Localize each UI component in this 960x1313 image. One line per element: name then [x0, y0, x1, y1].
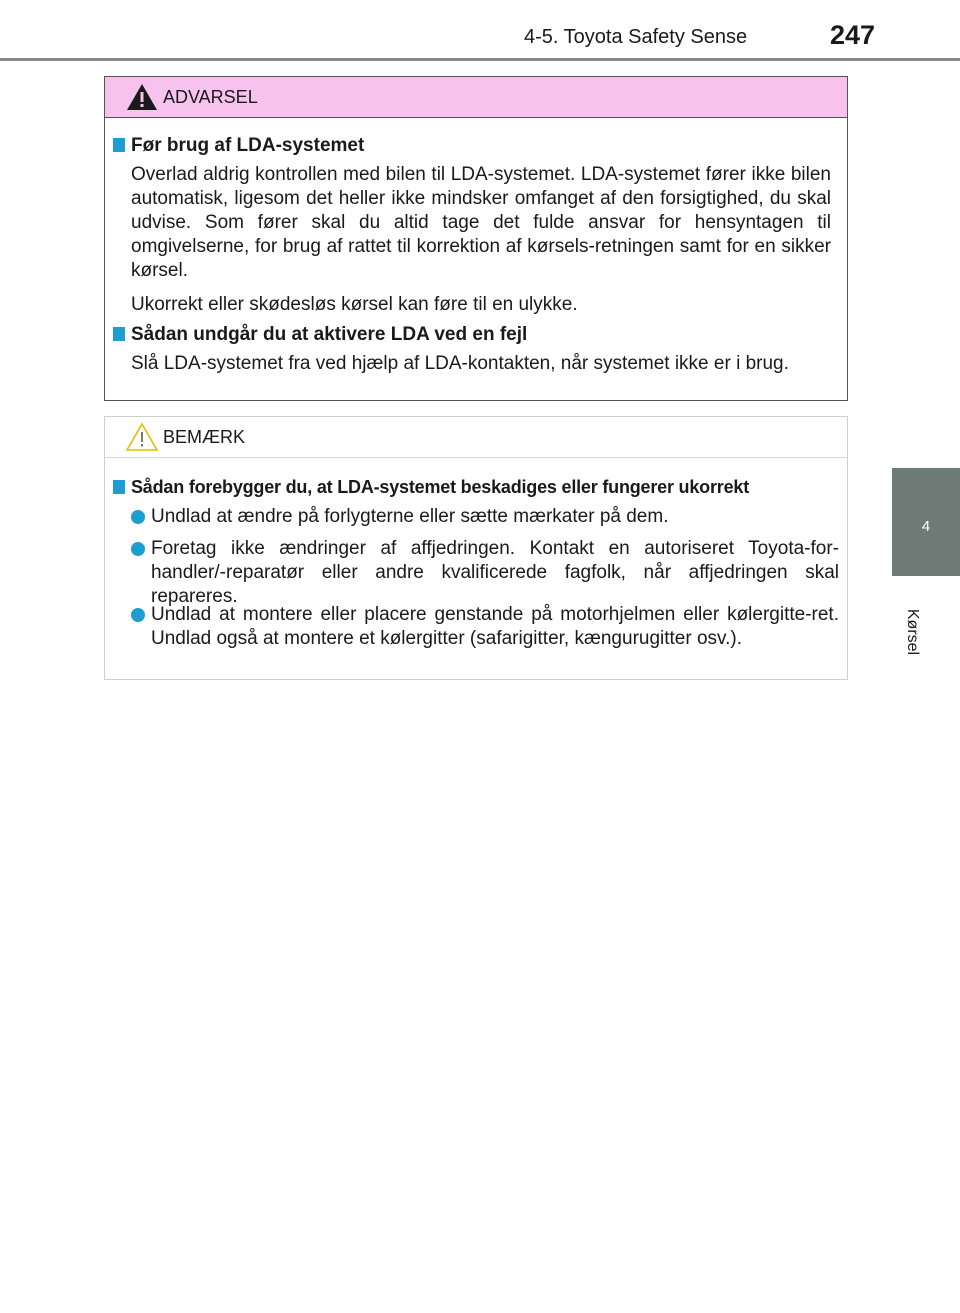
- section-title: 4-5. Toyota Safety Sense: [524, 26, 748, 48]
- square-bullet-icon: [113, 480, 125, 494]
- notice-label: BEMÆRK: [163, 427, 246, 447]
- notice-bullet: Foretag ikke ændringer af affjedringen. Kontakt en autoriseret Toyota-for-handler/-reparatør eller andre kvalificerede fagfolk, når affjedringen skal repareres.: [131, 537, 839, 609]
- warning-box: [104, 76, 848, 401]
- square-bullet-icon: [113, 138, 125, 152]
- round-bullet-icon: [131, 608, 145, 622]
- notice-bullet: Undlad at ændre på forlygterne eller sætte mærkater på dem.: [131, 505, 839, 529]
- warning-header: [105, 77, 847, 118]
- warning-triangle-icon: [125, 82, 159, 112]
- notice-header: [105, 417, 847, 458]
- header-rule: [0, 58, 960, 61]
- page-number: 247: [830, 20, 876, 50]
- warning-paragraph: Overlad aldrig kontrollen med bilen til LDA-systemet. LDA-systemet fører ikke bilen automatisk, ligesom det heller ikke mindsker omfanget af den forsigtighed, du skal udvise. Som fører skal du altid tage det fulde ansvar for hensyntagen til omgivelserne, for brug af rattet til korrektion af kørsels-retningen samt for en sikker kørsel.: [131, 164, 831, 281]
- warning-heading-2: Sådan undgår du at aktivere LDA ved en fejl: [113, 324, 839, 346]
- square-bullet-icon: [113, 327, 125, 341]
- warning-paragraph: Slå LDA-systemet fra ved hjælp af LDA-kontakten, når systemet ikke er i brug.: [131, 353, 789, 374]
- warning-heading-1: Før brug af LDA-systemet: [113, 135, 839, 157]
- round-bullet-icon: [131, 542, 145, 556]
- round-bullet-icon: [131, 510, 145, 524]
- chapter-tab: [892, 468, 960, 576]
- notice-heading: Sådan forebygger du, at LDA-systemet beskadiges eller fungerer ukorrekt: [113, 477, 843, 498]
- warning-label: ADVARSEL: [163, 87, 258, 107]
- notice-bullet: Undlad at montere eller placere genstande på motorhjelmen eller kølergitte-ret. Undlad også at montere et kølergitter (safarigitter, kængurugitter osv.).: [131, 603, 839, 651]
- caution-triangle-icon: [125, 422, 159, 452]
- warning-paragraph: Ukorrekt eller skødesløs kørsel kan føre til en ulykke.: [131, 294, 578, 315]
- chapter-label: Kørsel: [904, 608, 921, 656]
- notice-box: [104, 416, 848, 680]
- chapter-number: 4: [921, 518, 931, 535]
